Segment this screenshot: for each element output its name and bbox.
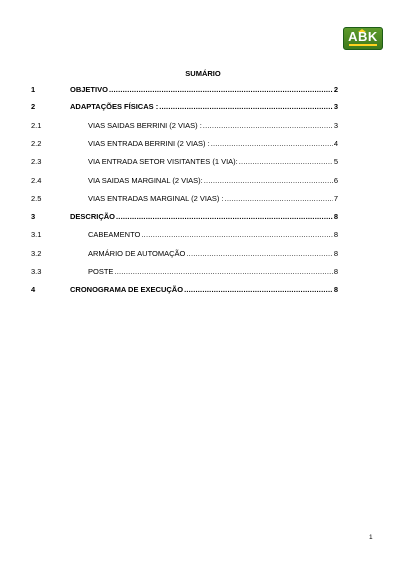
toc-entry-number: 3 <box>31 212 36 221</box>
company-logo <box>343 27 383 50</box>
toc-entry-link[interactable] <box>88 230 338 240</box>
toc-entry-link[interactable] <box>70 285 338 295</box>
toc-entry-link[interactable] <box>88 194 338 204</box>
toc-dot-leader <box>114 267 332 277</box>
toc-entry-link[interactable] <box>88 139 338 149</box>
toc-entry-title: ADAPTAÇÕES FÍSICAS : <box>70 102 159 111</box>
toc-dot-leader <box>239 157 333 167</box>
toc-entry-page: 6 <box>333 176 338 185</box>
table-of-contents <box>31 0 338 576</box>
toc-entry-2-4[interactable] <box>31 176 338 186</box>
toc-entry-number: 3.1 <box>31 230 42 239</box>
toc-entry-2[interactable] <box>31 102 338 112</box>
toc-entry-3-3[interactable] <box>31 267 338 277</box>
toc-entry-2-5[interactable] <box>31 194 338 204</box>
toc-dot-leader <box>116 212 333 222</box>
toc-dot-leader <box>225 194 333 204</box>
toc-entry-link[interactable] <box>88 176 338 186</box>
toc-entry-3-2[interactable] <box>31 249 338 259</box>
toc-entry-2-3[interactable] <box>31 157 338 167</box>
toc-entry-page: 5 <box>333 157 338 166</box>
toc-entry-3-1[interactable] <box>31 230 338 240</box>
toc-entry-title: VIAS ENTRADAS MARGINAL (2 VIAS) : <box>88 194 224 203</box>
toc-entry-2-2[interactable] <box>31 139 338 149</box>
toc-entry-link[interactable] <box>70 212 338 222</box>
toc-dot-leader <box>186 249 332 259</box>
toc-dot-leader <box>204 176 333 186</box>
toc-entry-number: 3.3 <box>31 267 42 276</box>
toc-dot-leader <box>211 139 333 149</box>
toc-entry-title: VIA ENTRADA SETOR VISITANTES (1 VIA): <box>88 157 238 166</box>
logo-underline <box>349 44 377 46</box>
toc-entry-number: 2.3 <box>31 157 42 166</box>
toc-dot-leader <box>159 102 333 112</box>
toc-entry-title: POSTE <box>88 267 114 276</box>
toc-entry-title: VIAS ENTRADA BERRINI (2 VIAS) : <box>88 139 210 148</box>
toc-entry-link[interactable] <box>88 267 338 277</box>
toc-entry-page: 8 <box>333 230 338 239</box>
toc-entry-title: DESCRIÇÃO <box>70 212 116 221</box>
toc-entry-link[interactable] <box>88 157 338 167</box>
toc-dot-leader <box>203 121 333 131</box>
toc-entry-2-1[interactable] <box>31 121 338 131</box>
toc-entry-page: 8 <box>333 212 338 221</box>
toc-title: SUMÁRIO <box>185 69 221 78</box>
toc-entry-page: 8 <box>333 285 338 294</box>
toc-entry-page: 7 <box>333 194 338 203</box>
toc-entry-page: 8 <box>333 249 338 258</box>
toc-dot-leader <box>109 85 333 95</box>
toc-entry-number: 4 <box>31 285 36 294</box>
page-number: 1 <box>369 534 373 541</box>
toc-entry-4[interactable] <box>31 285 338 295</box>
toc-entry-1[interactable] <box>31 85 338 95</box>
logo-text: ABK <box>348 29 378 44</box>
toc-dot-leader <box>141 230 332 240</box>
toc-entry-number: 1 <box>31 85 36 94</box>
toc-entry-link[interactable] <box>88 121 338 131</box>
toc-entry-page: 2 <box>333 85 338 94</box>
toc-entry-title: VIAS SAIDAS BERRINI (2 VIAS) : <box>88 121 202 130</box>
toc-entry-number: 3.2 <box>31 249 42 258</box>
toc-entry-title: CABEAMENTO <box>88 230 141 239</box>
toc-entry-link[interactable] <box>70 102 338 112</box>
toc-dot-leader <box>184 285 333 295</box>
toc-entry-number: 2 <box>31 102 36 111</box>
toc-entry-number: 2.2 <box>31 139 42 148</box>
toc-entry-page: 3 <box>333 121 338 130</box>
toc-entry-3[interactable] <box>31 212 338 222</box>
toc-entry-link[interactable] <box>88 249 338 259</box>
toc-entry-number: 2.5 <box>31 194 42 203</box>
toc-entry-title: OBJETIVO <box>70 85 108 94</box>
toc-entry-number: 2.4 <box>31 176 42 185</box>
toc-entry-page: 3 <box>333 102 338 111</box>
toc-entry-number: 2.1 <box>31 121 42 130</box>
toc-entry-page: 4 <box>333 139 338 148</box>
toc-entry-title: CRONOGRAMA DE EXECUÇÃO <box>70 285 184 294</box>
toc-entry-title: VIA SAIDAS MARGINAL (2 VIAS): <box>88 176 203 185</box>
toc-entry-page: 8 <box>333 267 338 276</box>
toc-entry-title: ARMÁRIO DE AUTOMAÇÃO <box>88 249 186 258</box>
toc-entry-link[interactable] <box>70 85 338 95</box>
